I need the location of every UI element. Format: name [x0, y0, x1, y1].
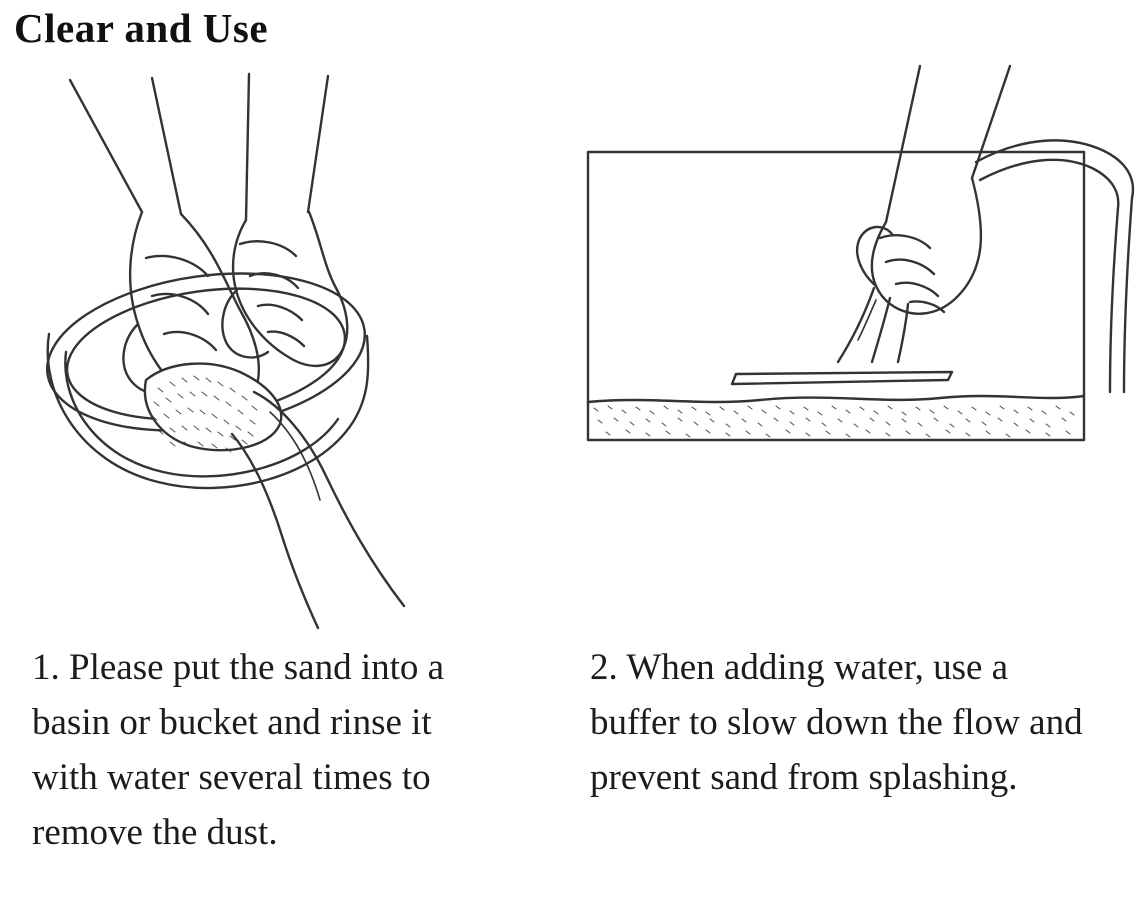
left-hand-finger-2: [164, 332, 216, 350]
right-hand-knuckle-line: [240, 241, 296, 256]
step-1: [0, 62, 572, 924]
steps-container: [0, 62, 1145, 924]
forearm-edge-1: [886, 66, 920, 222]
step-1-illustration: [18, 62, 572, 632]
step-2: [572, 62, 1145, 924]
hands-rinsing-sand-in-basin-icon: [18, 62, 572, 632]
hose-down-edge-1: [1124, 198, 1132, 392]
pour-line-1: [838, 288, 874, 362]
pour-line-2: [872, 298, 890, 362]
right-hand-thumb: [222, 290, 268, 357]
hose-down-edge-2: [1110, 208, 1118, 392]
substrate-texture: [594, 406, 1074, 437]
left-forearm-edge-1: [70, 80, 142, 212]
right-hand-finger-3: [268, 332, 304, 346]
step-2-caption: 2. When adding water, use a buffer to slow down the flow and prevent sand from splashing.: [590, 647, 1083, 798]
hand-finger-2: [896, 283, 938, 296]
buffer-plate: [732, 372, 952, 384]
hand-knuckle-line: [880, 235, 930, 248]
hose-edge-1: [976, 140, 1133, 198]
hose-edge-2: [980, 160, 1118, 208]
right-forearm-edge-2: [308, 76, 328, 212]
left-forearm-edge-2: [152, 78, 181, 214]
pour-line-3: [898, 304, 908, 362]
left-hand-finger-1: [152, 294, 208, 314]
right-hand-finger-2: [258, 305, 302, 320]
right-hand-finger-1: [250, 273, 298, 288]
step-1-caption: 1. Please put the sand into a basin or bucket and rinse it with water several times to remove the dust.: [32, 647, 445, 853]
sand-pile-outline: [145, 364, 281, 451]
page-title: Clear and Use: [14, 5, 269, 51]
hand-finger-1: [886, 260, 934, 274]
step-2-illustration: [580, 62, 1145, 632]
left-hand-knuckle-line: [146, 256, 208, 276]
aquarium-buffer-pour-icon: [580, 62, 1140, 632]
substrate-surface-line: [588, 396, 1084, 402]
right-forearm-edge-1: [246, 74, 249, 220]
